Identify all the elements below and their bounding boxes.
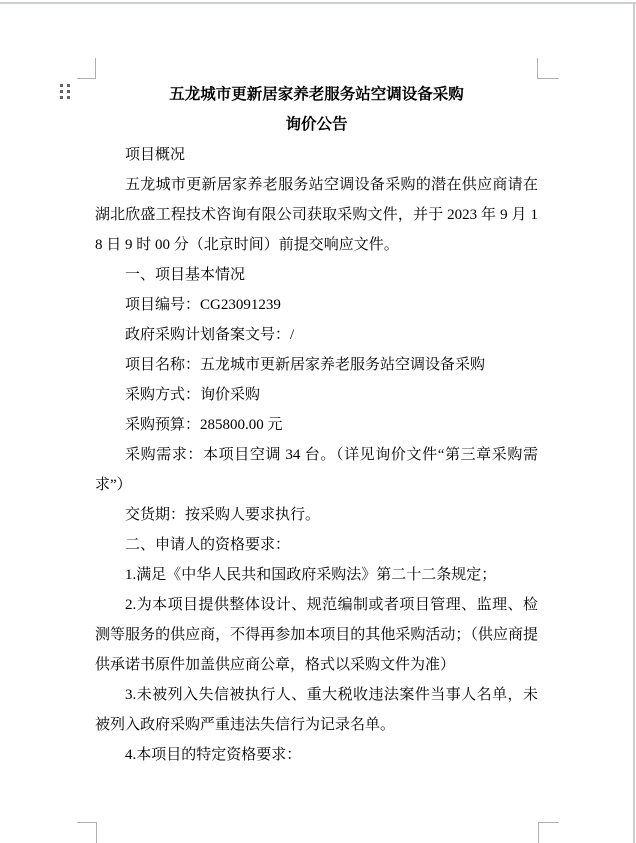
- paragraph: 3.未被列入失信被执行人、重大税收违法案件当事人名单，未被列入政府采购严重违法失信行为记录名单。: [95, 687, 538, 733]
- document-title: 五龙城市更新居家养老服务站空调设备采购: [169, 86, 464, 103]
- paragraph: 项目编号：CG23091239: [125, 297, 281, 313]
- document-subtitle: 询价公告: [285, 116, 348, 133]
- margin-crop-mark-bottom-left: [77, 822, 97, 843]
- paragraph: 1.满足《中华人民共和国政府采购法》第二十二条规定；: [125, 567, 497, 583]
- paragraph: 交货期：按采购人要求执行。: [125, 507, 321, 523]
- paragraph: 项目概况: [125, 147, 186, 163]
- document-content: [95, 80, 538, 770]
- page-right-border: [633, 2, 635, 843]
- paragraph: 采购方式：询价采购: [125, 387, 261, 403]
- paragraph: 五龙城市更新居家养老服务站空调设备采购的潜在供应商请在湖北欣盛工程技术咨询有限公司获取采购文件，并于 2023 年 9 月 18 日 9 时 00 分（北京时间）前提交响应文件。: [95, 177, 538, 253]
- paragraph: 一、项目基本情况: [125, 267, 246, 283]
- paragraph-list: [95, 140, 538, 770]
- paragraph: 2.为本项目提供整体设计、规范编制或者项目管理、监理、检测等服务的供应商，不得再参加本项目的其他采购活动；（供应商提供承诺书原件加盖供应商公章，格式以采购文件为准）: [95, 597, 538, 673]
- paragraph: 二、申请人的资格要求：: [125, 537, 291, 553]
- page-top-border: [0, 2, 636, 4]
- paragraph: 4.本项目的特定资格要求：: [125, 747, 302, 763]
- paragraph: 项目名称：五龙城市更新居家养老服务站空调设备采购: [125, 357, 486, 373]
- paragraph: 采购预算：285800.00 元: [125, 417, 283, 433]
- paragraph: 政府采购计划备案文号：/: [125, 327, 295, 343]
- margin-crop-mark-top-left: [77, 58, 96, 79]
- drag-handle-icon[interactable]: [60, 84, 70, 99]
- paragraph: 采购需求：本项目空调 34 台。（详见询价文件“第三章采购需求”）: [95, 447, 538, 493]
- margin-crop-mark-top-right: [537, 58, 559, 79]
- margin-crop-mark-bottom-right: [538, 822, 559, 843]
